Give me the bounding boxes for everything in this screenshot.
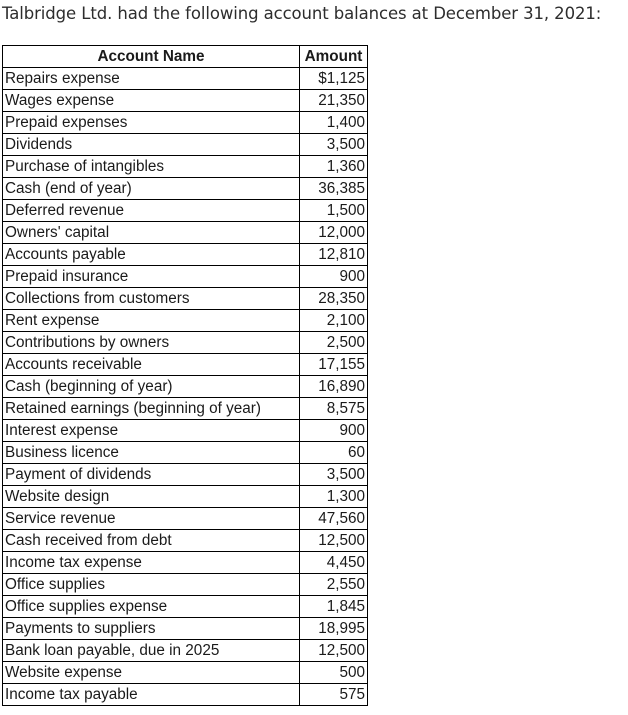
table-row (3, 354, 368, 376)
header-account-name: Account Name (3, 46, 300, 68)
account-name-cell: Income tax expense (3, 552, 300, 574)
intro-text: Talbridge Ltd. had the following account balances at December 31, 2021: (2, 4, 602, 23)
amount-cell: 16,890 (300, 376, 368, 398)
account-name-cell: Cash (end of year) (3, 178, 300, 200)
table-row (3, 464, 368, 486)
account-name-cell: Prepaid insurance (3, 266, 300, 288)
account-name-cell: Payment of dividends (3, 464, 300, 486)
table-row (3, 90, 368, 112)
table-row (3, 596, 368, 618)
header-amount: Amount (300, 46, 368, 68)
amount-cell: 2,100 (300, 310, 368, 332)
table-row (3, 288, 368, 310)
table-row (3, 662, 368, 684)
amount-cell: 1,500 (300, 200, 368, 222)
account-name-cell: Prepaid expenses (3, 112, 300, 134)
table-header-row (3, 46, 368, 68)
table-row (3, 420, 368, 442)
account-name-cell: Income tax payable (3, 684, 300, 706)
account-balances-table (2, 45, 368, 706)
table-row (3, 156, 368, 178)
account-name-cell: Wages expense (3, 90, 300, 112)
amount-cell: 1,845 (300, 596, 368, 618)
amount-cell: 12,500 (300, 530, 368, 552)
table-row (3, 398, 368, 420)
account-name-cell: Service revenue (3, 508, 300, 530)
amount-cell: 12,000 (300, 222, 368, 244)
table-row (3, 574, 368, 596)
amount-cell: 900 (300, 420, 368, 442)
amount-cell: 47,560 (300, 508, 368, 530)
account-name-cell: Accounts payable (3, 244, 300, 266)
table-row (3, 200, 368, 222)
amount-cell: 2,500 (300, 332, 368, 354)
table-row (3, 442, 368, 464)
account-name-cell: Office supplies expense (3, 596, 300, 618)
account-name-cell: Purchase of intangibles (3, 156, 300, 178)
table-row (3, 640, 368, 662)
account-name-cell: Deferred revenue (3, 200, 300, 222)
account-name-cell: Contributions by owners (3, 332, 300, 354)
account-name-cell: Website expense (3, 662, 300, 684)
table-row (3, 684, 368, 706)
account-name-cell: Business licence (3, 442, 300, 464)
amount-cell: 36,385 (300, 178, 368, 200)
account-name-cell: Owners' capital (3, 222, 300, 244)
amount-cell: 2,550 (300, 574, 368, 596)
table-row (3, 310, 368, 332)
account-name-cell: Repairs expense (3, 68, 300, 90)
amount-cell: 500 (300, 662, 368, 684)
table-row (3, 552, 368, 574)
account-name-cell: Cash (beginning of year) (3, 376, 300, 398)
table-row (3, 244, 368, 266)
account-name-cell: Bank loan payable, due in 2025 (3, 640, 300, 662)
amount-cell: 1,360 (300, 156, 368, 178)
amount-cell: 3,500 (300, 464, 368, 486)
account-name-cell: Office supplies (3, 574, 300, 596)
amount-cell: 28,350 (300, 288, 368, 310)
amount-cell: 3,500 (300, 134, 368, 156)
amount-cell: 1,400 (300, 112, 368, 134)
amount-cell: 60 (300, 442, 368, 464)
table-row (3, 508, 368, 530)
account-name-cell: Website design (3, 486, 300, 508)
account-name-cell: Interest expense (3, 420, 300, 442)
amount-cell: 12,810 (300, 244, 368, 266)
table-row (3, 68, 368, 90)
table-row (3, 376, 368, 398)
table-row (3, 178, 368, 200)
amount-cell: 17,155 (300, 354, 368, 376)
account-name-cell: Retained earnings (beginning of year) (3, 398, 300, 420)
account-name-cell: Accounts receivable (3, 354, 300, 376)
amount-cell: 4,450 (300, 552, 368, 574)
table-body (3, 68, 368, 706)
table-row (3, 266, 368, 288)
table-row (3, 134, 368, 156)
table-row (3, 618, 368, 640)
account-name-cell: Rent expense (3, 310, 300, 332)
table-row (3, 112, 368, 134)
amount-cell: 21,350 (300, 90, 368, 112)
amount-cell: 12,500 (300, 640, 368, 662)
table-row (3, 530, 368, 552)
table-row (3, 486, 368, 508)
account-name-cell: Payments to suppliers (3, 618, 300, 640)
account-name-cell: Dividends (3, 134, 300, 156)
amount-cell: $1,125 (300, 68, 368, 90)
amount-cell: 8,575 (300, 398, 368, 420)
amount-cell: 575 (300, 684, 368, 706)
amount-cell: 900 (300, 266, 368, 288)
account-name-cell: Cash received from debt (3, 530, 300, 552)
table-row (3, 332, 368, 354)
amount-cell: 18,995 (300, 618, 368, 640)
account-name-cell: Collections from customers (3, 288, 300, 310)
table-row (3, 222, 368, 244)
amount-cell: 1,300 (300, 486, 368, 508)
